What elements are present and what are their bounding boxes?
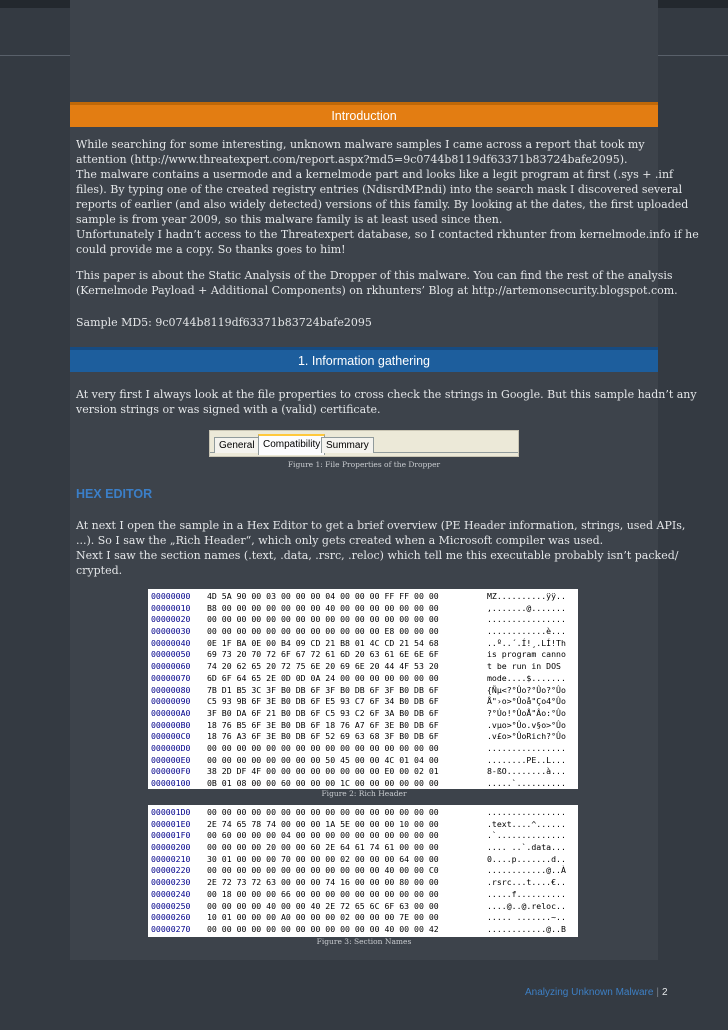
- text-line: This paper is about the Static Analysis of the Dropper of this malware. You can find the rest of the analysis: [76, 269, 673, 282]
- text-line: crypted.: [76, 564, 123, 577]
- hex-ascii: ..... .......~..: [487, 912, 566, 923]
- tab-general[interactable]: General: [214, 437, 260, 453]
- hex-ascii: 0....p.......d..: [487, 853, 566, 864]
- hex-row: [151, 696, 575, 708]
- hex-row: [151, 842, 575, 854]
- tab-summary[interactable]: Summary: [321, 437, 374, 453]
- hex-offset: 000000A0: [151, 707, 191, 718]
- hex-bytes: 00 00 00 00 00 00 00 00 00 00 00 00 40 00 00 42: [207, 923, 439, 934]
- hex-offset: 00000090: [151, 696, 191, 707]
- hex-row: [151, 614, 575, 626]
- text-line: (Kernelmode Payload + Additional Components) on rkhunters’ Blog at http://artemonsecurity.blogspot.com.: [76, 284, 678, 297]
- hex-offset: 00000030: [151, 626, 191, 637]
- hex-row: [151, 901, 575, 913]
- rich-header-hex-dump: [148, 589, 578, 789]
- hex-row: [151, 685, 575, 697]
- hex-bytes: C5 93 9B 6F 3E B0 DB 6F E5 93 C7 6F 34 B0 DB 6F: [207, 696, 439, 707]
- hex-offset: 00000070: [151, 672, 191, 683]
- text-line: ...). So I saw the „Rich Header“, which only gets created when a Microsoft compiler was used.: [76, 534, 604, 547]
- file-properties-tabs-figure: [209, 430, 519, 457]
- hex-ascii: ............@..B: [487, 923, 566, 934]
- hex-editor-heading: HEX EDITOR: [76, 487, 153, 501]
- hex-ascii: ............è...: [487, 626, 566, 637]
- info-gathering-paragraph: [76, 387, 697, 417]
- section-names-hex-dump: [148, 805, 578, 937]
- hex-ascii: is program canno: [487, 649, 566, 660]
- hex-ascii: .vµo>°Ûo.v§o>°Ûo: [487, 719, 566, 730]
- hex-bytes: 00 00 00 00 00 00 00 00 00 00 00 00 40 00 00 C0: [207, 865, 439, 876]
- hex-ascii: ................: [487, 742, 566, 753]
- hex-row: [151, 924, 575, 936]
- page-number: 2: [662, 987, 668, 998]
- hex-row: [151, 591, 575, 603]
- text-line: Next I saw the section names (.text, .data, .rsrc, .reloc) which tell me this executable probably isn’t packed/: [76, 549, 679, 562]
- text-line: version strings or was signed with a (valid) certificate.: [76, 403, 381, 416]
- hex-bytes: 18 76 B5 6F 3E B0 DB 6F 18 76 A7 6F 3E B0 DB 6F: [207, 719, 439, 730]
- hex-ascii: ?°Úo!°ÛoÅ"Âo:°Ûo: [487, 707, 566, 718]
- hex-ascii: ................: [487, 614, 566, 625]
- hex-ascii: ........PE..L...: [487, 754, 566, 765]
- hex-offset: 00000200: [151, 842, 191, 853]
- introduction-paragraph-1: [76, 137, 699, 257]
- hex-row: [151, 865, 575, 877]
- tab-compatibility[interactable]: Compatibility: [258, 434, 325, 455]
- hex-offset: 000000D0: [151, 742, 191, 753]
- hex-bytes: 00 18 00 00 00 66 00 00 00 00 00 00 00 00 00 00: [207, 888, 439, 899]
- hex-ascii: ..º..´.Í!¸.LÍ!Th: [487, 637, 566, 648]
- hex-ascii: mode....$.......: [487, 672, 566, 683]
- hex-offset: 00000010: [151, 602, 191, 613]
- hex-bytes: 4D 5A 90 00 03 00 00 00 04 00 00 00 FF FF 00 00: [207, 591, 439, 601]
- hex-row: [151, 778, 575, 790]
- hex-row: [151, 912, 575, 924]
- hex-offset: 00000100: [151, 778, 191, 788]
- hex-row: [151, 830, 575, 842]
- hex-offset: 00000270: [151, 923, 191, 934]
- hex-row: [151, 877, 575, 889]
- hex-ascii: {Ñµ<?°Ûo?°Ûo?°Ûo: [487, 684, 566, 695]
- hex-bytes: 7B D1 B5 3C 3F B0 DB 6F 3F B0 DB 6F 3F B0 DB 6F: [207, 684, 439, 695]
- introduction-heading: Introduction: [331, 109, 397, 123]
- hex-ascii: ....@..@.reloc..: [487, 900, 566, 911]
- figure-2-caption: Figure 2: Rich Header: [321, 789, 407, 798]
- hex-bytes: 30 01 00 00 00 70 00 00 00 02 00 00 00 64 00 00: [207, 853, 439, 864]
- hex-offset: 00000230: [151, 877, 191, 888]
- hex-bytes: 0B 01 08 00 00 60 00 00 00 1C 00 00 00 00 00 00: [207, 778, 439, 788]
- hex-row: [151, 720, 575, 732]
- hex-ascii: ............@..À: [487, 865, 566, 876]
- figure-3-caption: Figure 3: Section Names: [316, 937, 412, 946]
- figure-1-caption: Figure 1: File Properties of the Dropper: [287, 460, 441, 469]
- hex-bytes: 38 2D DF 4F 00 00 00 00 00 00 00 00 E0 00 02 01: [207, 766, 439, 777]
- introduction-paragraph-2: [76, 268, 678, 298]
- hex-offset: 00000210: [151, 853, 191, 864]
- hex-offset: 00000040: [151, 637, 191, 648]
- text-line: The malware contains a usermode and a kernelmode part and looks like a legit program at first (.sys + .inf: [76, 168, 674, 181]
- hex-offset: 000000B0: [151, 719, 191, 730]
- text-line: attention (http://www.threatexpert.com/report.aspx?md5=9c0744b8119df63371b83724bafe2095).: [76, 153, 628, 166]
- text-line: files). By typing one of the created registry entries (NdisrdMP.ndi) into the search mask I discovered several: [76, 183, 683, 196]
- hex-row: [151, 743, 575, 755]
- footer-doc-title: Analyzing Unknown Malware: [525, 987, 654, 998]
- introduction-heading-band: [70, 105, 658, 127]
- band-top-bar: [70, 347, 658, 350]
- hex-bytes: 0E 1F BA 0E 00 B4 09 CD 21 B8 01 4C CD 21 54 68: [207, 637, 439, 648]
- hex-row: [151, 626, 575, 638]
- hex-offset: 00000250: [151, 900, 191, 911]
- page-footer: [525, 987, 668, 998]
- hex-bytes: 00 00 00 00 00 00 00 00 00 00 00 00 00 00 00 00: [207, 742, 439, 753]
- hex-offset: 00000080: [151, 684, 191, 695]
- hex-bytes: 00 00 00 00 20 00 00 60 2E 64 61 74 61 00 00 00: [207, 842, 439, 853]
- hex-bytes: 00 00 00 00 00 00 00 00 00 00 00 00 E8 00 00 00: [207, 626, 439, 637]
- hex-row: [151, 819, 575, 831]
- hex-offset: 000001E0: [151, 818, 191, 829]
- hex-bytes: 10 01 00 00 00 A0 00 00 00 02 00 00 00 7E 00 00: [207, 912, 439, 923]
- band-top-bar: [70, 102, 658, 105]
- hex-ascii: .v£o>°ÛoRich?°Ûo: [487, 731, 566, 742]
- hex-row: [151, 661, 575, 673]
- hex-ascii: t be run in DOS: [487, 661, 566, 672]
- hex-offset: 000000F0: [151, 766, 191, 777]
- hex-ascii: ,.......@.......: [487, 602, 566, 613]
- hex-offset: 000000E0: [151, 754, 191, 765]
- text-line: At next I open the sample in a Hex Editor to get a brief overview (PE Header information, strings, used APIs,: [76, 519, 686, 532]
- hex-ascii: .text....^......: [487, 818, 566, 829]
- hex-offset: 00000220: [151, 865, 191, 876]
- hex-offset: 00000000: [151, 591, 191, 601]
- hex-offset: 00000240: [151, 888, 191, 899]
- text-line: reports of earlier (and also widely detected) versions of this family. By looking at the dates, the first uploaded: [76, 198, 689, 211]
- hex-ascii: Å"›o>°Ûoå"Ço4°Ûo: [487, 696, 566, 707]
- hex-ascii: ................: [487, 807, 566, 817]
- text-line: could provide me a copy. So thanks goes to him!: [76, 243, 346, 256]
- hex-offset: 00000020: [151, 614, 191, 625]
- hex-row: [151, 854, 575, 866]
- hex-bytes: 00 00 00 00 00 00 00 00 00 00 00 00 00 00 00 00: [207, 807, 439, 817]
- hex-bytes: 00 00 00 00 00 00 00 00 00 00 00 00 00 00 00 00: [207, 614, 439, 625]
- hex-row: [151, 638, 575, 650]
- hex-bytes: 69 73 20 70 72 6F 67 72 61 6D 20 63 61 6E 6E 6F: [207, 649, 439, 660]
- hex-bytes: B8 00 00 00 00 00 00 00 40 00 00 00 00 00 00 00: [207, 602, 439, 613]
- hex-bytes: 2E 72 73 72 63 00 00 00 74 16 00 00 00 80 00 00: [207, 877, 439, 888]
- info-gathering-heading: 1. Information gathering: [297, 354, 431, 368]
- hex-bytes: 6D 6F 64 65 2E 0D 0D 0A 24 00 00 00 00 00 00 00: [207, 672, 439, 683]
- hex-offset: 000001F0: [151, 830, 191, 841]
- hex-row: [151, 649, 575, 661]
- hex-bytes: 74 20 62 65 20 72 75 6E 20 69 6E 20 44 4F 53 20: [207, 661, 439, 672]
- text-line: While searching for some interesting, unknown malware samples I came across a report that took my: [76, 138, 645, 151]
- hex-bytes: 00 00 00 00 00 00 00 00 50 45 00 00 4C 01 04 00: [207, 754, 439, 765]
- hex-bytes: 18 76 A3 6F 3E B0 DB 6F 52 69 63 68 3F B0 DB 6F: [207, 731, 439, 742]
- hex-ascii: .rsrc...t....€..: [487, 877, 566, 888]
- info-gathering-heading-band: [70, 350, 658, 372]
- hex-editor-paragraph: [76, 518, 686, 578]
- hex-row: [151, 673, 575, 685]
- hex-row: [151, 731, 575, 743]
- hex-row: [151, 708, 575, 720]
- footer-separator: |: [656, 987, 660, 998]
- hex-ascii: 8-ßO........à...: [487, 766, 566, 777]
- hex-bytes: 00 60 00 00 00 04 00 00 00 00 00 00 00 00 00 00: [207, 830, 439, 841]
- hex-ascii: .... ..`.data...: [487, 842, 566, 853]
- hex-row: [151, 755, 575, 767]
- hex-bytes: 3F B0 DA 6F 21 B0 DB 6F C5 93 C2 6F 3A B0 DB 6F: [207, 707, 439, 718]
- hex-ascii: MZ..........ÿÿ..: [487, 591, 566, 601]
- text-line: sample is from year 2009, so this malware family is at least used since then.: [76, 213, 503, 226]
- text-line: Unfortunately I hadn’t access to the Threatexpert database, so I contacted rkhunter from kernelmode.info if he: [76, 228, 699, 241]
- hex-row: [151, 807, 575, 819]
- sample-md5: [76, 315, 656, 330]
- text-line: At very first I always look at the file properties to cross check the strings in Google. But this sample hadn’t any: [76, 388, 697, 401]
- hex-bytes: 00 00 00 00 40 00 00 40 2E 72 65 6C 6F 63 00 00: [207, 900, 439, 911]
- hex-offset: 00000050: [151, 649, 191, 660]
- text-line: Sample MD5: 9c0744b8119df63371b83724bafe2095: [76, 316, 372, 329]
- hex-offset: 000000C0: [151, 731, 191, 742]
- hex-ascii: .....f..........: [487, 888, 566, 899]
- hex-offset: 00000260: [151, 912, 191, 923]
- hex-offset: 00000060: [151, 661, 191, 672]
- hex-row: [151, 766, 575, 778]
- hex-offset: 000001D0: [151, 807, 191, 817]
- hex-row: [151, 603, 575, 615]
- hex-ascii: .....`..........: [487, 778, 566, 788]
- hex-ascii: .`..............: [487, 830, 566, 841]
- hex-row: [151, 889, 575, 901]
- hex-bytes: 2E 74 65 78 74 00 00 00 1A 5E 00 00 00 10 00 00: [207, 818, 439, 829]
